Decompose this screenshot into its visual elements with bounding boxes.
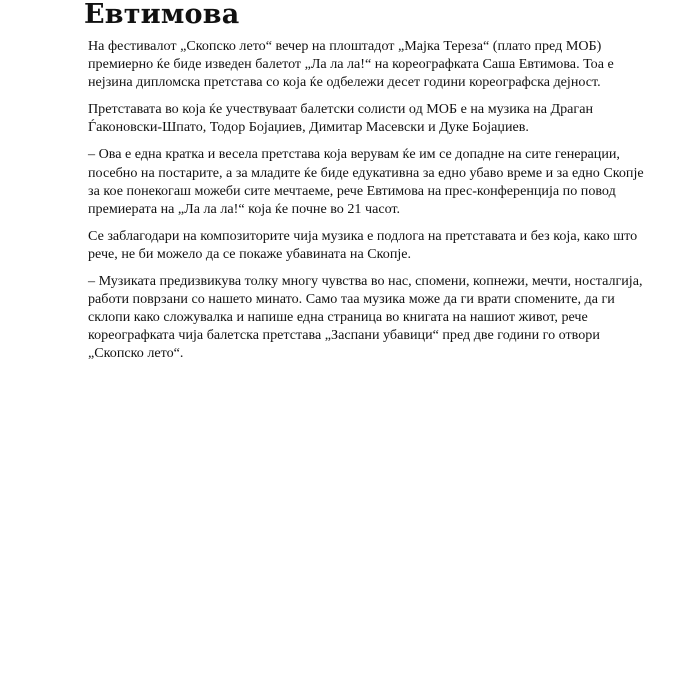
paragraph-quote-music: – Музиката предизвикува толку многу чувства во нас, спомени, копнежи, мечти, носталгија, работи поврзани со нашето минато. Само таа музика може да ги врати спомените, да ги склопи како сложувалка и напише една страница во книгата на нашиот живот, рече кореографката чија балетска претстава „Заспани убавици“ пред две години го отвори „Скопско лето“. (88, 273, 643, 362)
paragraph-quote-premiere: – Ова е една кратка и весела претстава која верувам ќе им се допадне на сите генерации, посебно на постарите, а за младите ќе биде едукативна за едно убаво време и за едно Скопје за кое понекогаш можеби сите мечтаеме, рече Евтимова на прес-конференција по повод премиерата на „Ла ла ла!“ која ќе почне во 21 часот. (88, 146, 644, 217)
paragraph-thanks-composers: Се заблагодари на композиторите чија музика е подлога на претставата и без која, како што рече, не би можело да се покаже убавината на Скопје. (88, 227, 638, 262)
article-body (88, 37, 653, 372)
article-title: Евтимова (84, 0, 240, 30)
paragraph-performers: Претставата во која ќе учествуваат балетски солисти од МОБ е на музика на Драган Ѓаконовски-Шпато, Тодор Бојаџиев, Димитар Масевски и Дуке Бојаџиев. (88, 101, 593, 136)
paragraph-intro: На фестивалот „Скопско лето“ вечер на плоштадот „Мајка Тереза“ (плато пред МОБ) премиерно ќе биде изведен балетот „Ла ла ла!“ на кореографката Саша Евтимова. Тоа е нејзина дипломска претстава со која ќе одбележи десет години кореографска дејност. (88, 38, 614, 91)
